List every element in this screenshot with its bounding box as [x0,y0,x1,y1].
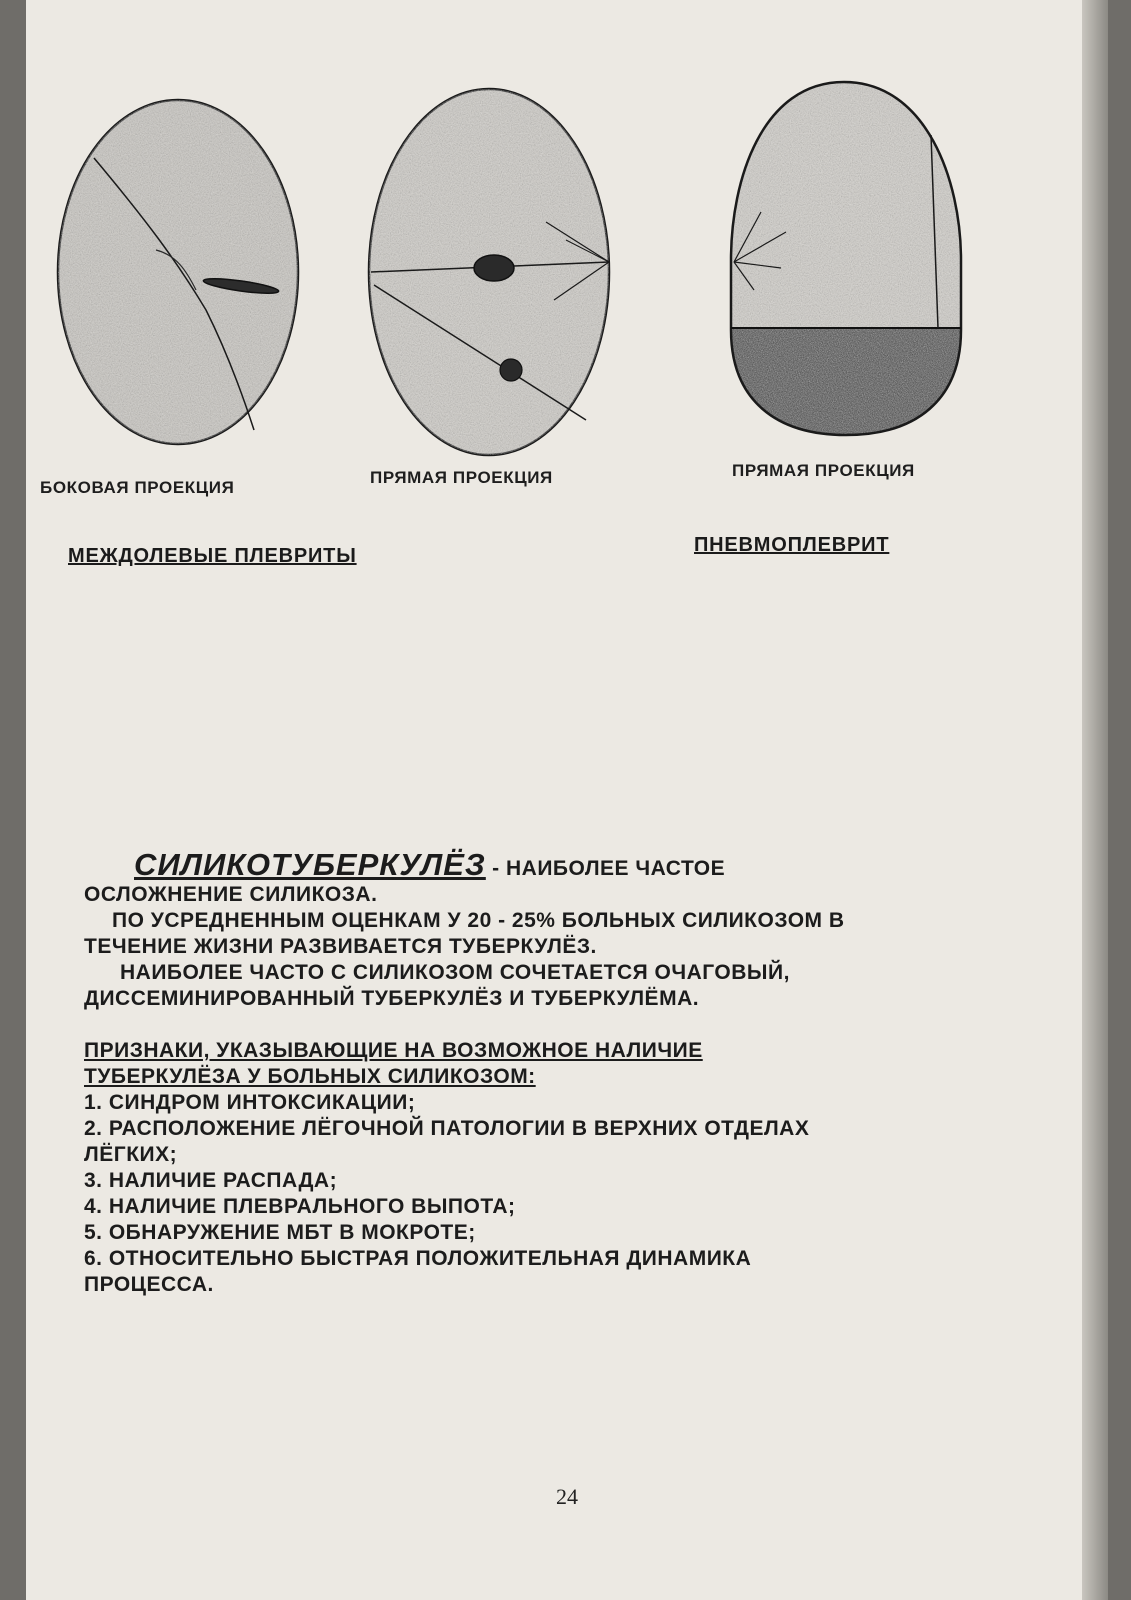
sign-item-2-cont: ЛЁГКИХ; [84,1143,178,1166]
sign-item-4: 4. НАЛИЧИЕ ПЛЕВРАЛЬНОГО ВЫПОТА; [84,1195,516,1218]
sign-item-5: 5. ОБНАРУЖЕНИЕ МБТ В МОКРОТЕ; [84,1221,476,1244]
caption-lateral-projection: БОКОВАЯ ПРОЕКЦИЯ [40,478,235,497]
sign-item-6: 6. ОТНОСИТЕЛЬНО БЫСТРАЯ ПОЛОЖИТЕЛЬНАЯ ДИНАМИКА [84,1247,752,1270]
title-pneumopleuritis: ПНЕВМОПЛЕВРИТ [694,534,890,556]
intro-line [84,847,1094,882]
page-edge-shadow [1082,0,1108,1600]
stat-line-2: ТЕЧЕНИЕ ЖИЗНИ РАЗВИВАЕТСЯ ТУБЕРКУЛЁЗ. [84,935,597,958]
document-page [26,0,1108,1600]
frontal-projection-figure [369,89,609,455]
definition-part-2: ОСЛОЖНЕНИЕ СИЛИКОЗА. [84,883,378,906]
definition-part-1: - НАИБОЛЕЕ ЧАСТОЕ [492,857,726,880]
combo-line-1: НАИБОЛЕЕ ЧАСТО С СИЛИКОЗОМ СОЧЕТАЕТСЯ ОЧАГОВЫЙ, [120,961,790,984]
sign-item-1: 1. СИНДРОМ ИНТОКСИКАЦИИ; [84,1091,416,1114]
main-text-block [84,847,1094,1298]
sign-item-3: 3. НАЛИЧИЕ РАСПАДА; [84,1169,338,1192]
sign-item-2: 2. РАСПОЛОЖЕНИЕ ЛЁГОЧНОЙ ПАТОЛОГИИ В ВЕРХНИХ ОТДЕЛАХ [84,1117,810,1140]
spacer [84,1012,1094,1038]
sign-item-6-cont: ПРОЦЕССА. [84,1273,214,1296]
signs-title-1: ПРИЗНАКИ, УКАЗЫВАЮЩИЕ НА ВОЗМОЖНОЕ НАЛИЧИЕ [84,1039,703,1062]
xray-figures [26,0,1108,520]
page-number: 24 [556,1484,578,1509]
lateral-projection-figure [58,100,298,444]
combo-line-2: ДИССЕМИНИРОВАННЫЙ ТУБЕРКУЛЁЗ И ТУБЕРКУЛЁМА. [84,987,700,1010]
stat-line-1: ПО УСРЕДНЕННЫМ ОЦЕНКАМ У 20 - 25% БОЛЬНЫХ СИЛИКОЗОМ В [112,909,845,932]
caption-frontal-projection-1: ПРЯМАЯ ПРОЕКЦИЯ [370,468,553,487]
signs-title-2: ТУБЕРКУЛЁЗА У БОЛЬНЫХ СИЛИКОЗОМ: [84,1065,536,1088]
caption-frontal-projection-2: ПРЯМАЯ ПРОЕКЦИЯ [732,461,915,480]
pneumopleuritis-figure [726,78,966,440]
term-heading: СИЛИКОТУБЕРКУЛЁЗ [134,847,486,882]
title-interlobar-pleurisy: МЕЖДОЛЕВЫЕ ПЛЕВРИТЫ [68,545,357,567]
